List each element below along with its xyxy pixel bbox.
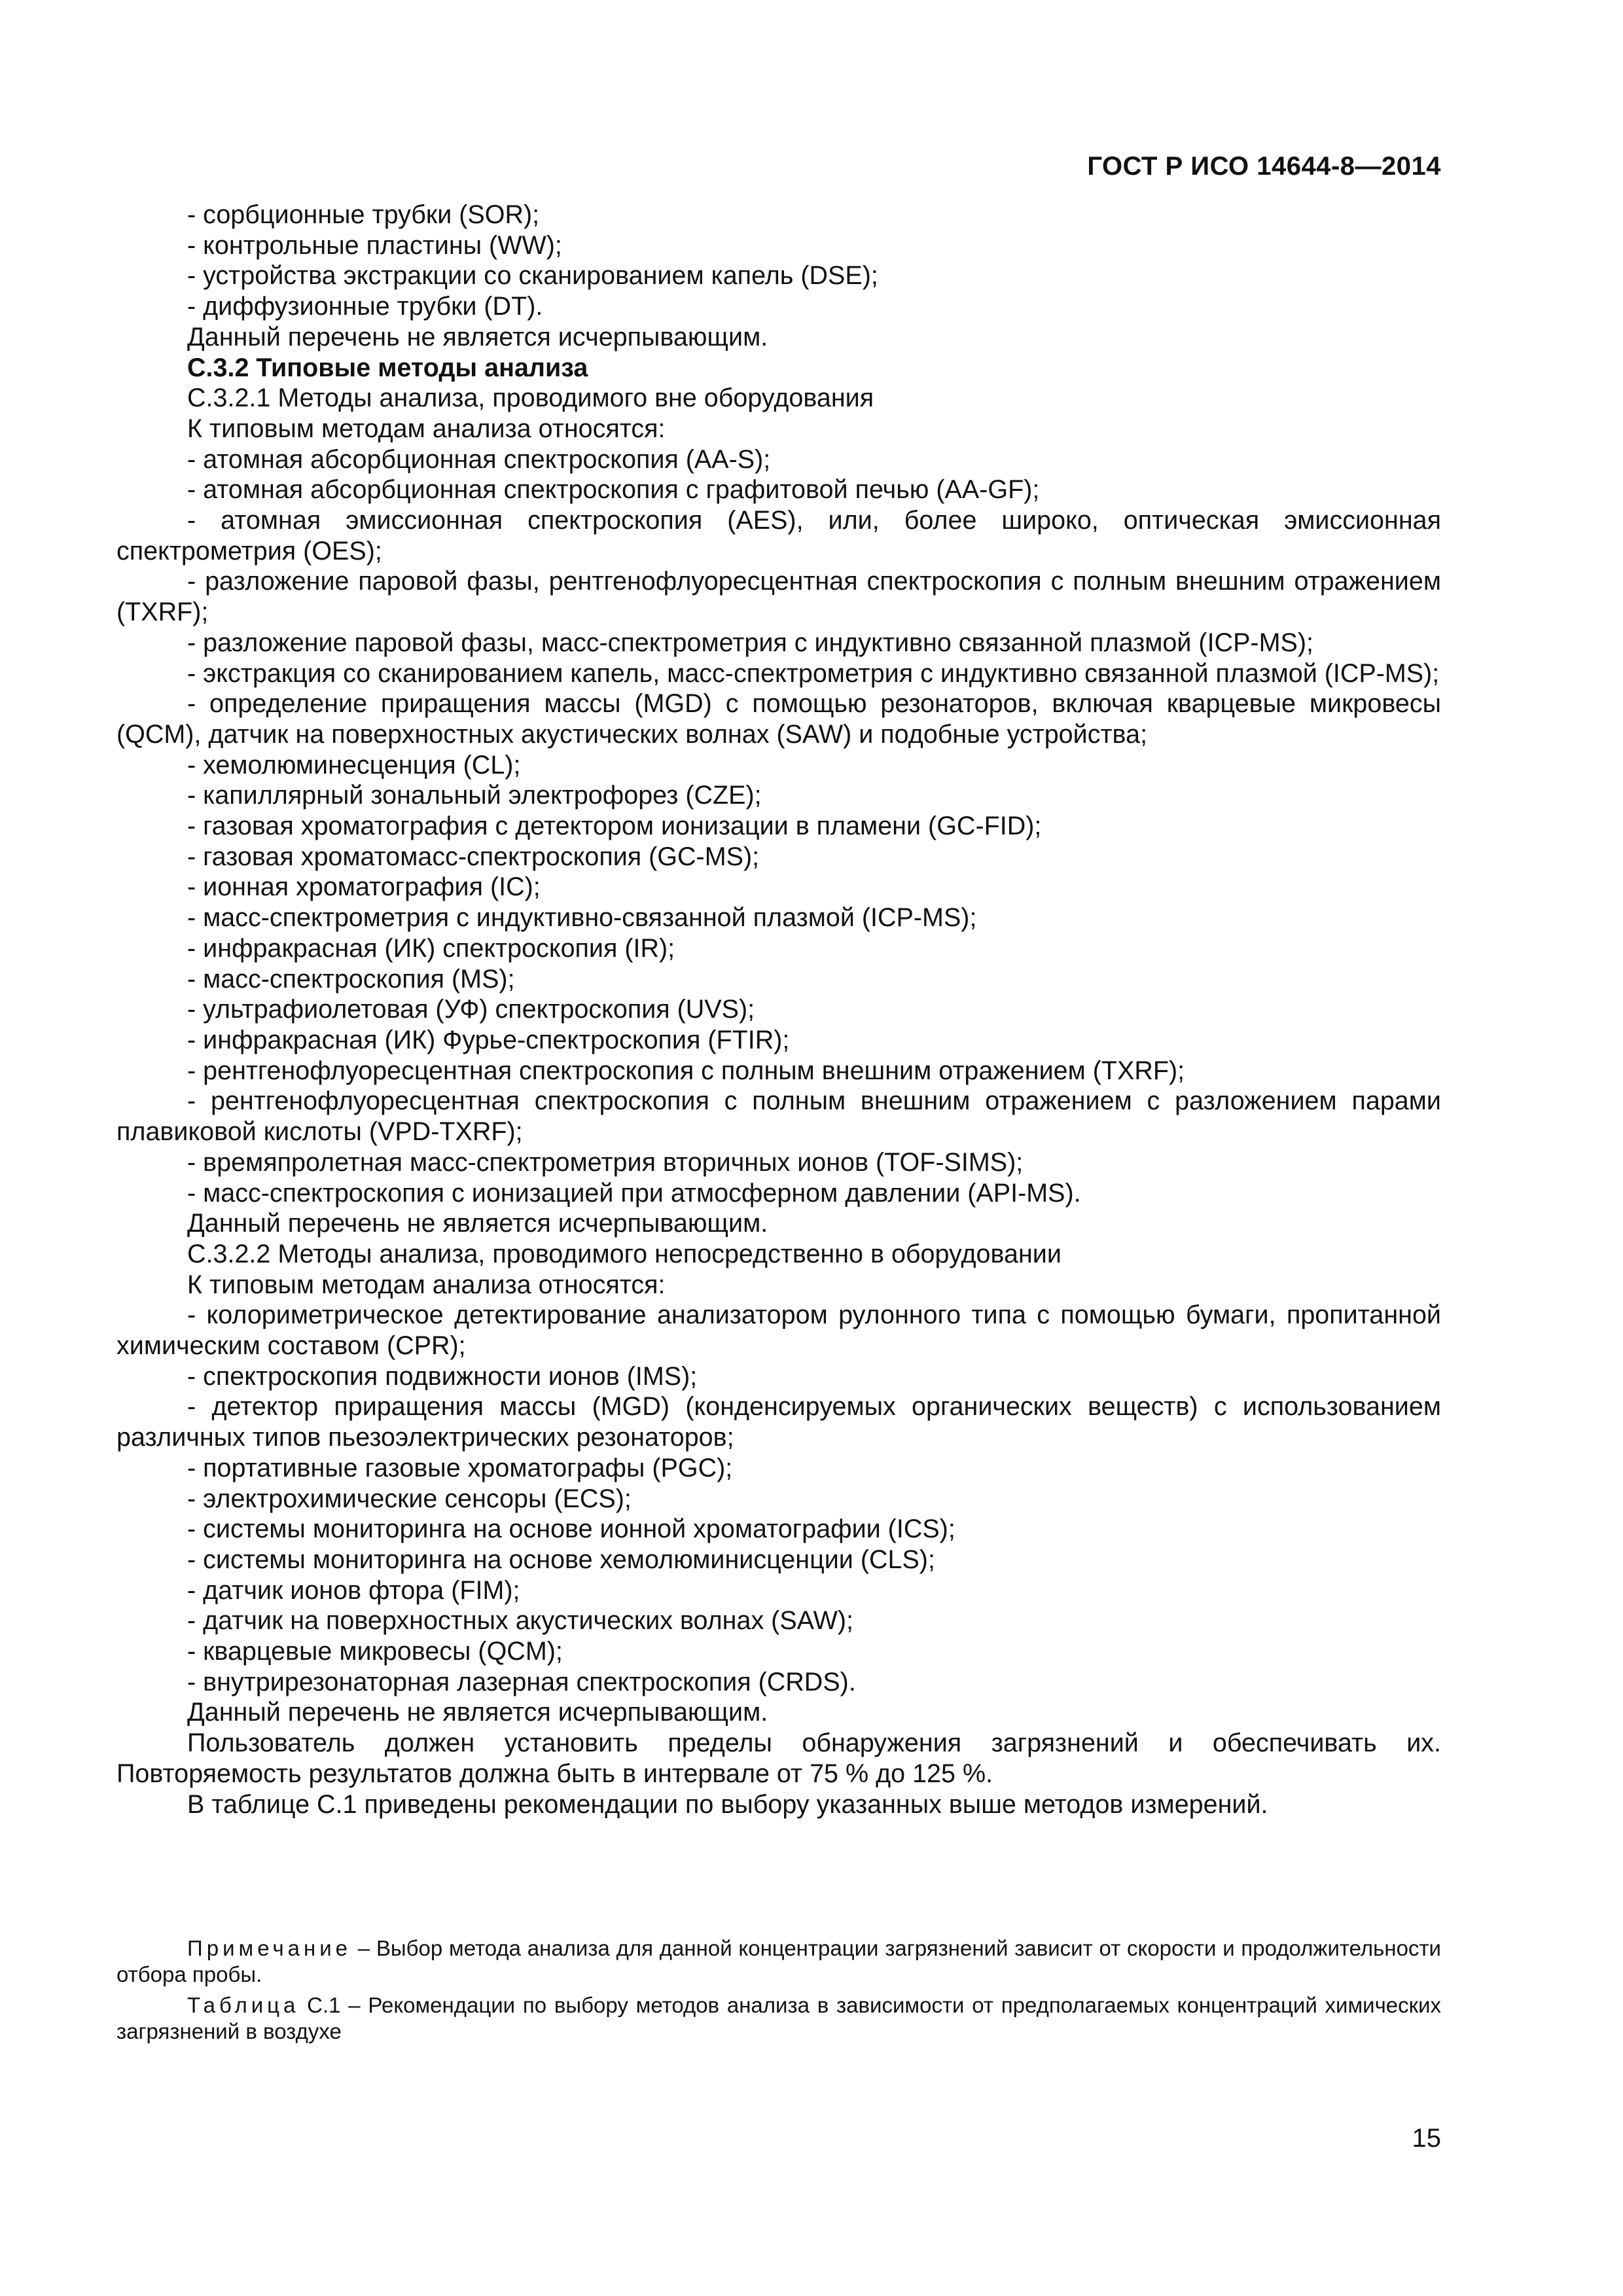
list-item: - масс-спектроскопия с ионизацией при атмосферном давлении (API-MS). — [187, 1178, 1081, 1208]
list-item: - разложение паровой фазы, рентгенофлуоресцентная спектроскопия с полным внешним отражением (TXRF); — [116, 567, 1441, 627]
note-text: – Выбор метода анализа для данной концентрации загрязнений зависит от скорости и продолжительности отбора пробы. — [116, 1936, 1441, 1986]
list-item: - колориметрическое детектирование анализатором рулонного типа с помощью бумаги, пропитанной химическим составом (CPR); — [116, 1300, 1441, 1361]
list-item: - инфракрасная (ИК) Фурье-спектроскопия (FTIR); — [187, 1025, 790, 1054]
paragraph: Данный перечень не является исчерпывающим. — [187, 1698, 768, 1727]
paragraph: В таблице С.1 приведены рекомендации по выбору указанных выше методов измерений. — [187, 1789, 1268, 1819]
list-item: - устройства экстракции со сканированием капель (DSE); — [187, 261, 878, 291]
list-item: - датчик на поверхностных акустических волнах (SAW); — [187, 1606, 853, 1636]
table-caption-text: С.1 – Рекомендации по выбору методов анализа в зависимости от предполагаемых концентраций химических загрязнений в воздухе — [116, 1993, 1441, 2043]
list-item: - внутрирезонаторная лазерная спектроскопия (CRDS). — [187, 1667, 856, 1696]
list-item: - атомная эмиссионная спектроскопия (AES), или, более широко, оптическая эмиссионная спектрометрия (OES); — [116, 506, 1441, 565]
list-item: - капиллярный зональный электрофорез (CZE); — [187, 781, 762, 810]
paragraph: К типовым методам анализа относятся: — [187, 414, 666, 443]
paragraph: Пользователь должен установить пределы обнаружения загрязнений и обеспечивать их. Повторяемость результатов должна быть в интервале от 75 % до 125 %. — [116, 1729, 1441, 1788]
paragraph: К типовым методам анализа относятся: — [187, 1270, 666, 1299]
list-item: - инфракрасная (ИК) спектроскопия (IR); — [187, 933, 675, 963]
list-item: - ионная хроматография (IC); — [187, 872, 541, 902]
list-item: - детектор приращения массы (MGD) (конденсируемых органических веществ) с использованием различных типов пьезоэлектрических резонаторов; — [116, 1392, 1441, 1452]
list-item: - газовая хроматомасс-спектроскопия (GC-MS); — [187, 842, 760, 871]
list-item: - времяпролетная масс-спектрометрия вторичных ионов (TOF-SIMS); — [187, 1147, 1024, 1177]
notes-block — [116, 1935, 1441, 2049]
section-heading: С.3.2 Типовые методы анализа — [187, 353, 588, 382]
table-label: Таблица — [187, 1993, 300, 2017]
list-item: - спектроскопия подвижности ионов (IMS); — [187, 1361, 698, 1391]
list-item: - экстракция со сканированием капель, масс-спектрометрия с индуктивно связанной плазмой (ICP-MS); — [187, 658, 1440, 688]
body-text — [116, 200, 1441, 1820]
list-item: - хемолюминесценция (CL); — [187, 750, 521, 780]
note — [116, 1935, 1441, 1987]
list-item: - масс-спектрометрия с индуктивно-связанной плазмой (ICP-MS); — [187, 903, 977, 933]
list-item: - ультрафиолетовая (УФ) спектроскопия (UVS); — [187, 995, 755, 1024]
list-item: - атомная абсорбционная спектроскопия (AA-S); — [187, 444, 771, 474]
list-item: - газовая хроматография с детектором ионизации в пламени (GC-FID); — [187, 812, 1042, 841]
list-item: - разложение паровой фазы, масс-спектрометрия с индуктивно связанной плазмой (ICP-MS); — [187, 628, 1313, 657]
list-item: - масс-спектроскопия (MS); — [187, 964, 515, 994]
list-item: - системы мониторинга на основе ионной хроматографии (ICS); — [187, 1515, 955, 1544]
paragraph: Данный перечень не является исчерпывающим. — [187, 1209, 768, 1238]
subsection-heading: С.3.2.1 Методы анализа, проводимого вне оборудования — [187, 384, 874, 413]
note-label: Примечание — [187, 1936, 352, 1960]
list-item: - контрольные пластины (WW); — [187, 230, 562, 260]
subsection-heading: С.3.2.2 Методы анализа, проводимого непосредственно в оборудовании — [187, 1239, 1061, 1268]
list-item: - электрохимические сенсоры (ECS); — [187, 1484, 632, 1513]
list-item: - диффузионные трубки (DT). — [187, 292, 543, 321]
paragraph: Данный перечень не является исчерпывающим. — [187, 322, 768, 351]
table-caption — [116, 1992, 1441, 2044]
page-number: 15 — [1412, 2124, 1441, 2153]
list-item: - атомная абсорбционная спектроскопия с графитовой печью (AA-GF); — [187, 475, 1040, 505]
list-item: - портативные газовые хроматографы (PGC); — [187, 1453, 733, 1482]
list-item: - системы мониторинга на основе хемолюминисценции (CLS); — [187, 1545, 935, 1574]
list-item: - рентгенофлуоресцентная спектроскопия с полным внешним отражением (TXRF); — [187, 1056, 1185, 1085]
standard-designation: ГОСТ Р ИСО 14644-8—2014 — [1087, 152, 1441, 181]
list-item: - определение приращения массы (MGD) с помощью резонаторов, включая кварцевые микровесы (QCM), датчик на поверхностных акустических волнах (SAW) и подобные устройства; — [116, 689, 1441, 749]
list-item: - рентгенофлуоресцентная спектроскопия с полным внешним отражением с разложением парами плавиковой кислоты (VPD-TXRF); — [116, 1086, 1441, 1147]
list-item: - кварцевые микровесы (QCM); — [187, 1637, 563, 1666]
list-item: - датчик ионов фтора (FIM); — [187, 1575, 520, 1605]
list-item: - сорбционные трубки (SOR); — [187, 200, 540, 229]
